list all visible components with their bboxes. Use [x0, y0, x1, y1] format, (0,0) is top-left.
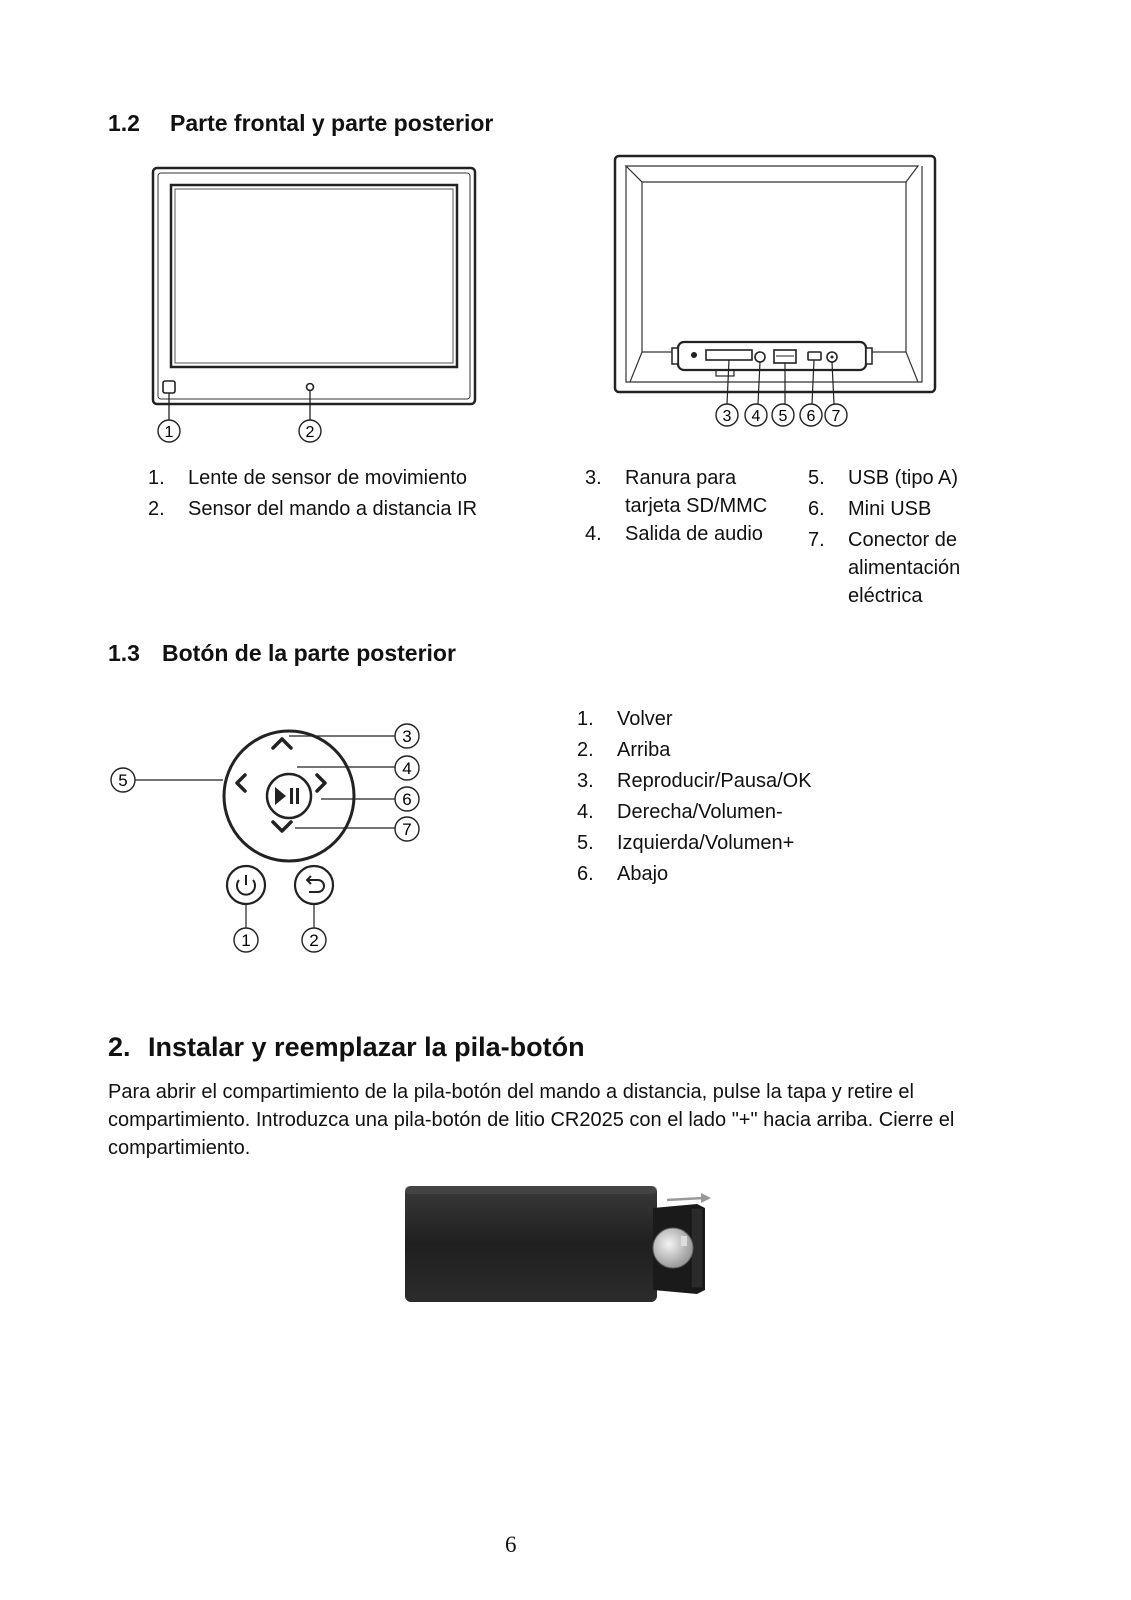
- callout-7: [825, 404, 847, 426]
- rear-buttons-diagram: [105, 712, 445, 982]
- front-items-list: [148, 464, 508, 523]
- svg-text:5: 5: [118, 771, 128, 790]
- remote-body: [405, 1186, 657, 1302]
- callout-5: [111, 768, 135, 792]
- remote-battery-photo: [405, 1182, 725, 1312]
- list-item: 6. Mini USB: [808, 498, 932, 520]
- section-title: Instalar y reemplazar la pila-botón: [148, 1032, 585, 1062]
- svg-text:6: 6: [806, 408, 816, 425]
- svg-text:3: 3: [722, 408, 732, 425]
- svg-text:5: 5: [778, 408, 788, 425]
- back-button-icon: [295, 866, 333, 904]
- svg-text:3: 3: [402, 727, 412, 746]
- section-number: 1.2: [108, 110, 140, 136]
- page-number: 6: [505, 1532, 517, 1557]
- list-item: 3. Reproducir/Pausa/OK: [577, 770, 812, 792]
- list-item: 3. Ranura para tarjeta SD/MMC: [585, 467, 768, 517]
- section-number: 2.: [108, 1032, 131, 1062]
- section-number: 1.3: [108, 640, 140, 666]
- section-title: Botón de la parte posterior: [162, 640, 456, 666]
- svg-text:1: 1: [164, 424, 174, 441]
- svg-text:4: 4: [751, 408, 761, 425]
- svg-text:2: 2: [309, 931, 319, 950]
- callout-7: [395, 817, 419, 841]
- play-pause-ok-button-icon: [267, 774, 311, 818]
- svg-text:7: 7: [402, 820, 412, 839]
- list-item: 2. Arriba: [577, 739, 671, 761]
- list-item: 5. USB (tipo A): [808, 467, 959, 489]
- list-item: 4. Salida de audio: [585, 523, 763, 545]
- coin-battery-icon: [653, 1228, 693, 1268]
- callout-2: [299, 420, 321, 442]
- list-item: 2. Sensor del mando a distancia IR: [148, 498, 478, 520]
- rear-buttons-list: [577, 705, 877, 888]
- front-view-diagram: [145, 160, 485, 460]
- back-items-list-col2: [808, 464, 998, 610]
- list-item: 1. Volver: [577, 708, 673, 730]
- list-item: 4. Derecha/Volumen-: [577, 801, 783, 823]
- back-view-diagram: [612, 152, 952, 452]
- list-item: 6. Abajo: [577, 863, 669, 885]
- back-items-list-col1: [585, 464, 785, 548]
- section-2-heading: [108, 1032, 585, 1063]
- list-item: 7. Conector de alimentación eléctrica: [808, 529, 961, 607]
- svg-text:7: 7: [831, 408, 841, 425]
- list-item: 1. Lente de sensor de movimiento: [148, 467, 468, 489]
- callout-6: [395, 787, 419, 811]
- svg-text:4: 4: [402, 759, 412, 778]
- section-1-3-heading: [108, 640, 456, 667]
- callout-3: [395, 724, 419, 748]
- callout-5: [772, 404, 794, 426]
- callout-3: [716, 404, 738, 426]
- callout-2: [302, 928, 326, 952]
- section-title: Parte frontal y parte posterior: [170, 110, 494, 136]
- svg-text:2: 2: [305, 424, 315, 441]
- callout-4: [395, 756, 419, 780]
- list-item: 5. Izquierda/Volumen+: [577, 832, 795, 854]
- section-2-paragraph: Para abrir el compartimiento de la pila-botón del mando a distancia, pulse la tapa y retire el compartimiento. Introduzca una pila-botón de litio CR2025 con el lado "+" hacia arriba. Cierre el compartimiento.: [108, 1081, 955, 1159]
- svg-text:6: 6: [402, 790, 412, 809]
- callout-6: [800, 404, 822, 426]
- callout-1: [158, 420, 180, 442]
- svg-text:1: 1: [241, 931, 251, 950]
- callout-1: [234, 928, 258, 952]
- section-1-2-heading: [108, 110, 493, 137]
- callout-4: [745, 404, 767, 426]
- slide-arrow-icon: [667, 1198, 703, 1200]
